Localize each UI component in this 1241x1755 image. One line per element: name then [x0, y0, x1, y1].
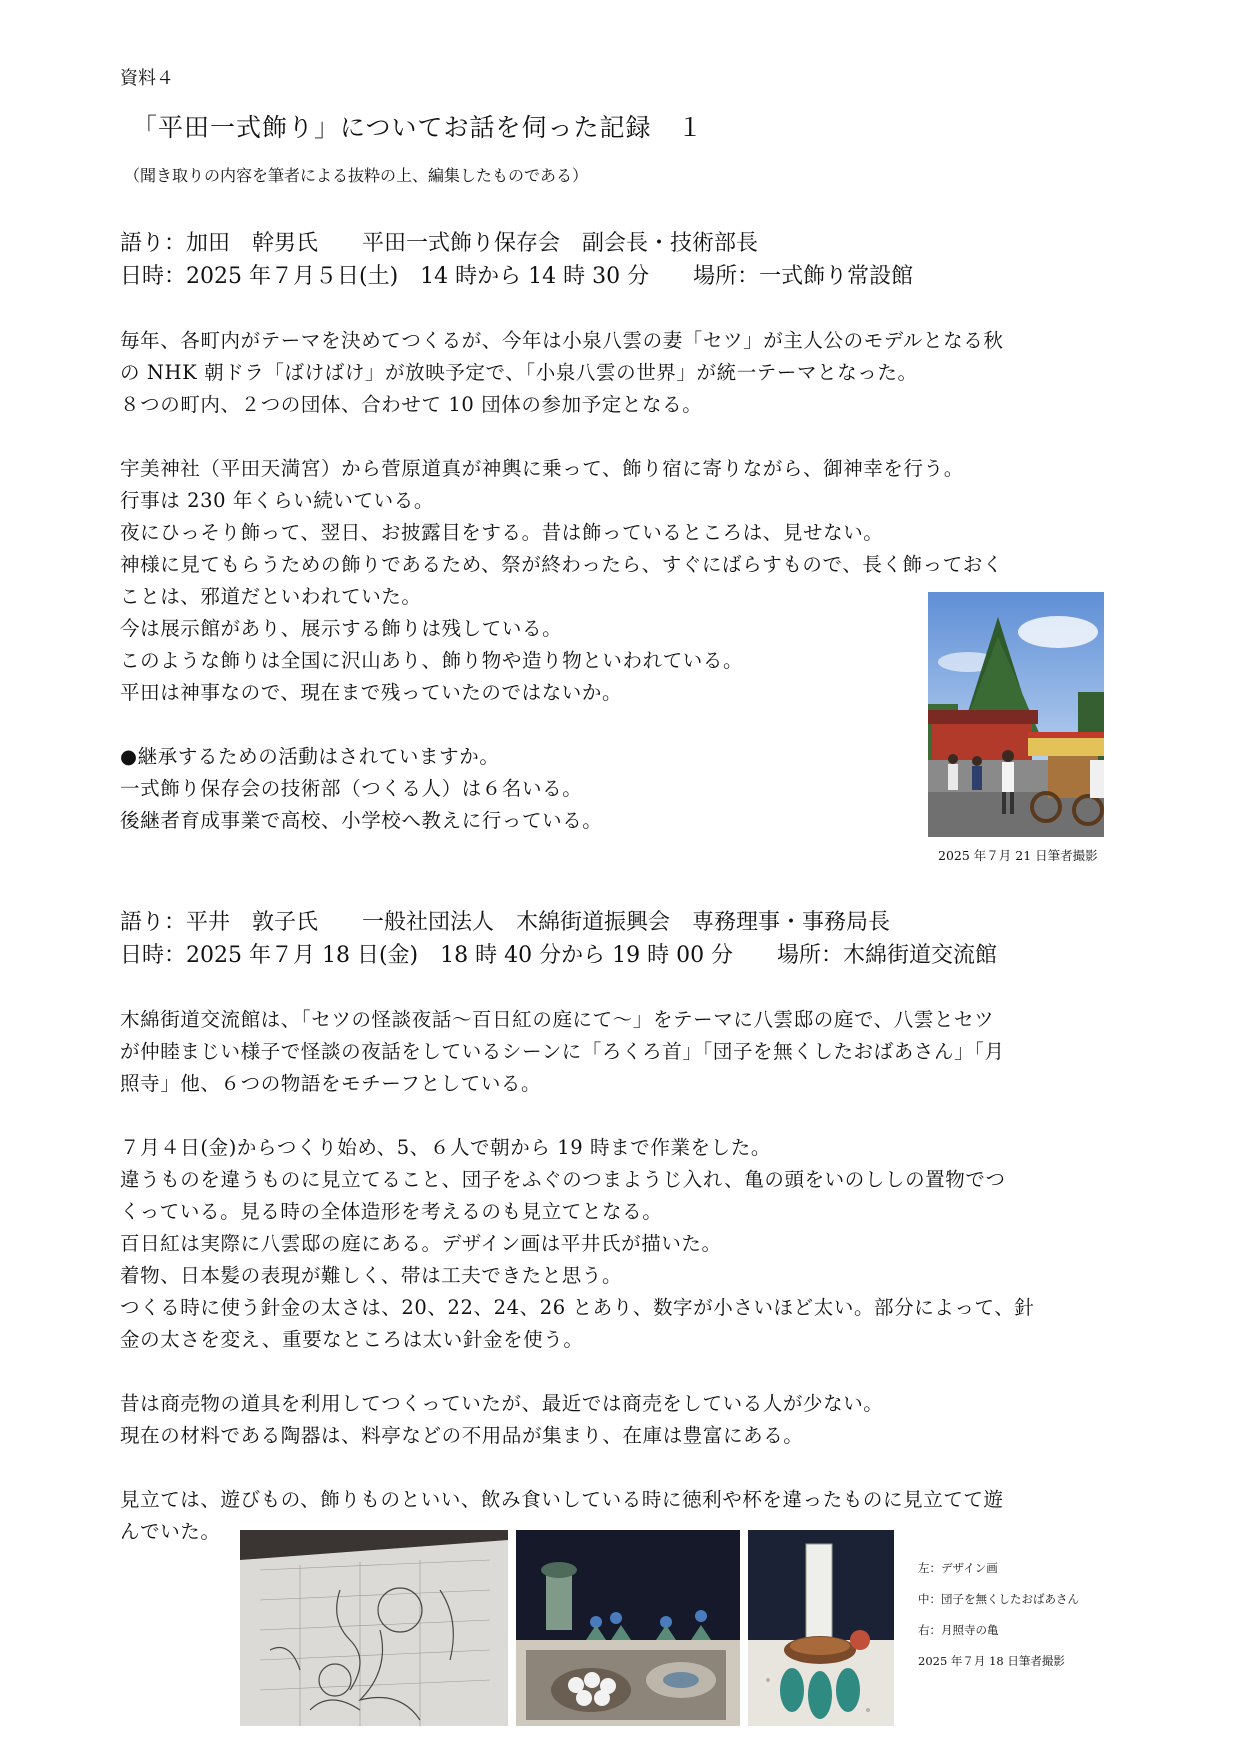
interview2-line: つくる時に使う針金の太さは、20、22、24、26 とあり、数字が小さいほど太い。部分によって、針: [120, 1296, 1035, 1319]
interview1-line: の NHK 朝ドラ「ばけばけ」が放映予定で、「小泉八雲の世界」が統一テーマとなった。: [120, 361, 918, 384]
interview2-line: 着物、日本髪の表現が難しく、帯は工夫できたと思う。: [120, 1264, 623, 1287]
interview2-line: 照寺」他、６つの物語をモチーフとしている。: [120, 1072, 542, 1095]
page-title: 「平田一式飾り」についてお話を伺った記録 １: [132, 113, 704, 142]
interview2-line: 現在の材料である陶器は、料亭などの不用品が集まり、在庫は豊富にある。: [120, 1424, 804, 1447]
interview2-line: 百日紅は実際に八雲邸の庭にある。デザイン画は平井氏が描いた。: [120, 1232, 722, 1255]
interview1-line: ８つの町内、２つの団体、合わせて 10 団体の参加予定となる。: [120, 393, 703, 416]
interview1-line: 行事は 230 年くらい続いている。: [120, 489, 434, 512]
interview2-line: 木綿街道交流館は、「セツの怪談夜話～百日紅の庭にて～」をテーマに八雲邸の庭で、八雲とセツ: [120, 1008, 995, 1031]
interview1-line: 平田は神事なので、現在まで残っていたのではないか。: [120, 681, 623, 704]
interview1-line: 宇美神社（平田天満宮）から菅原道真が神輿に乗って、飾り宿に寄りながら、御神幸を行う。: [120, 457, 964, 480]
caption-right-photo: 右：月照寺の亀: [918, 1623, 999, 1637]
interview1-line: ことは、邪道だといわれていた。: [120, 585, 422, 608]
interview1-line: 今は展示館があり、展示する飾りは残している。: [120, 617, 563, 640]
interview1-question: ●継承するための活動はされていますか。: [120, 745, 500, 768]
caption-middle-photo: 中：団子を無くしたおばあさん: [918, 1592, 1079, 1606]
interview2-line: くっている。見る時の全体造形を考えるのも見立てとなる。: [120, 1200, 663, 1223]
interview2-speaker: 語り：平井 敦子氏 一般社団法人 木綿街道振興会 専務理事・事務局長: [120, 910, 891, 935]
document-label: 資料４: [120, 68, 174, 89]
interview1-datetime: 日時：2025 年７月５日(土) 14 時から 14 時 30 分 場所：一式飾り常設館: [120, 264, 914, 289]
photo-set-date-caption: 2025 年７月 18 日筆者撮影: [918, 1654, 1065, 1668]
interview2-line: 見立ては、遊びもの、飾りものといい、飲み食いしている時に徳利や杯を違ったものに見立てて遊: [120, 1488, 1004, 1511]
dango-grandmother-photo: [516, 1530, 740, 1726]
interview1-line: 毎年、各町内がテーマを決めてつくるが、今年は小泉八雲の妻「セツ」が主人公のモデルとなる秋: [120, 329, 1004, 352]
photo1-caption: 2025 年７月 21 日筆者撮影: [938, 848, 1098, 863]
interview1-line: 神様に見てもらうための飾りであるため、祭が終わったら、すぐにばらすもので、長く飾っておく: [120, 553, 1004, 576]
interview1-line: 一式飾り保存会の技術部（つくる人）は６名いる。: [120, 777, 583, 800]
interview2-line: 違うものを違うものに見立てること、団子をふぐのつまようじ入れ、亀の頭をいのししの置物でつ: [120, 1168, 1006, 1191]
interview1-line: 後継者育成事業で高校、小学校へ教えに行っている。: [120, 809, 603, 832]
shrine-festival-photo: [928, 592, 1104, 837]
interview2-line: が仲睦まじい様子で怪談の夜話をしているシーンに「ろくろ首」「団子を無くしたおばあさん」「月: [120, 1040, 1005, 1063]
editorial-note: （聞き取りの内容を筆者による抜粋の上、編集したものである）: [124, 166, 589, 185]
interview2-line: んでいた。: [120, 1520, 221, 1543]
gesshoji-turtle-photo: [748, 1530, 894, 1726]
interview2-datetime: 日時：2025 年７月 18 日(金) 18 時 40 分から 19 時 00 分 場所：木綿街道交流館: [120, 943, 998, 968]
interview1-speaker: 語り：加田 幹男氏 平田一式飾り保存会 副会長・技術部長: [120, 231, 759, 256]
interview1-line: このような飾りは全国に沢山あり、飾り物や造り物といわれている。: [120, 649, 744, 672]
design-drawing-photo: [240, 1530, 508, 1726]
interview2-line: 昔は商売物の道具を利用してつくっていたが、最近では商売をしている人が少ない。: [120, 1392, 884, 1415]
interview2-line: 金の太さを変え、重要なところは太い針金を使う。: [120, 1328, 584, 1351]
caption-left-photo: 左：デザイン画: [918, 1561, 998, 1575]
interview1-line: 夜にひっそり飾って、翌日、お披露目をする。昔は飾っているところは、見せない。: [120, 521, 884, 544]
interview2-line: ７月４日(金)からつくり始め、5、６人で朝から 19 時まで作業をした。: [120, 1136, 771, 1159]
